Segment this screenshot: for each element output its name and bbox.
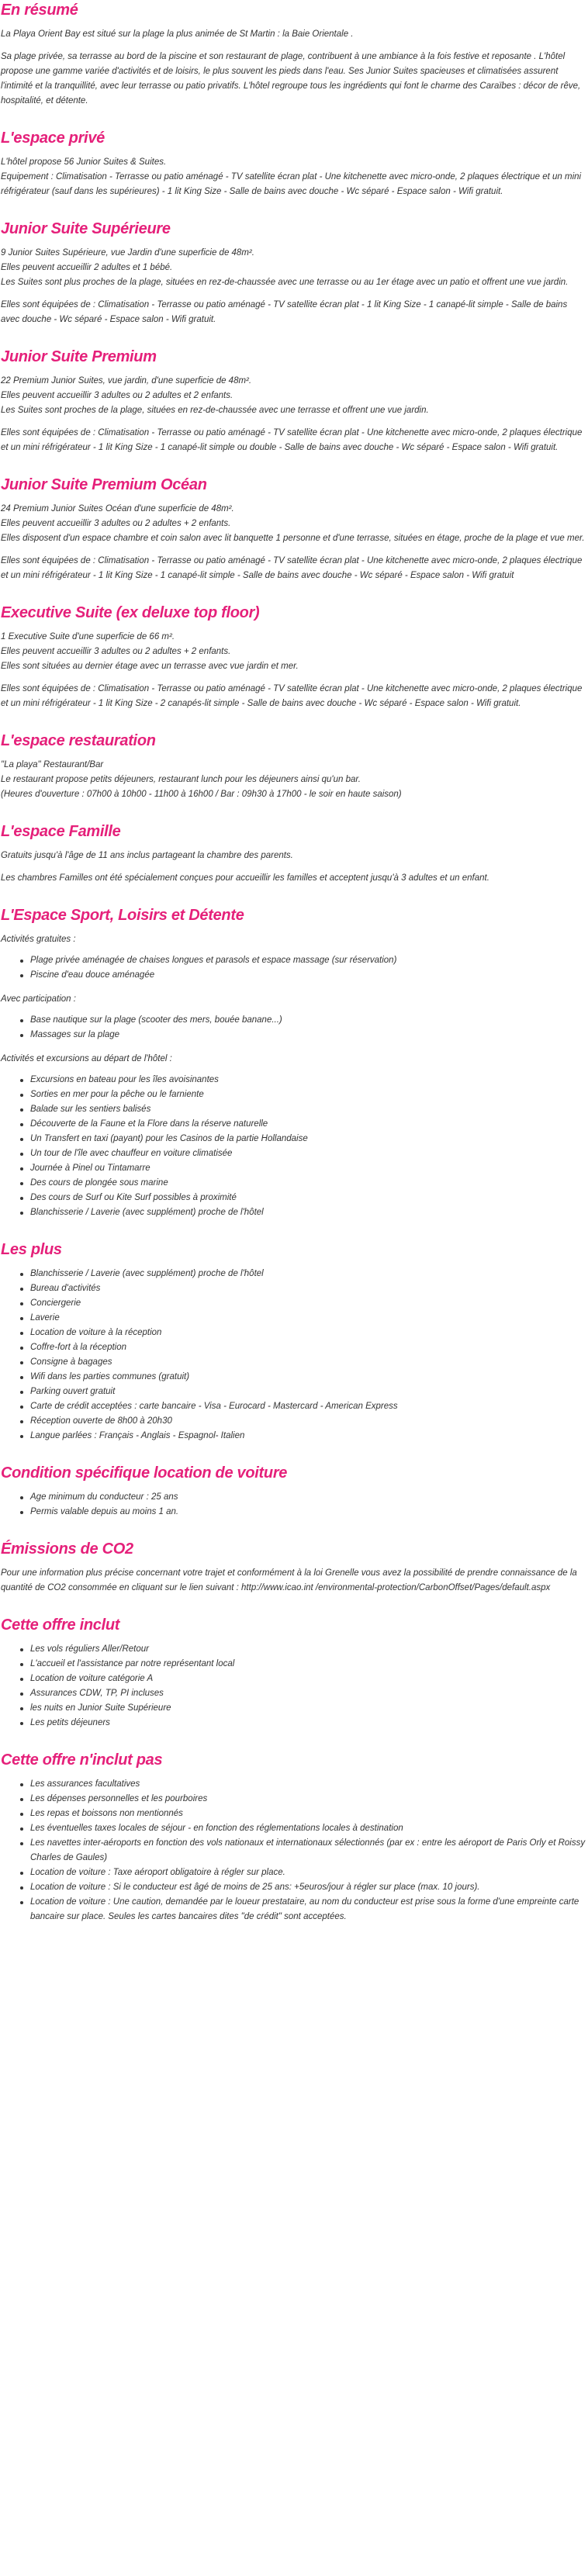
info-lines	[1, 246, 586, 290]
section-condition-specifique-location-de-voiture	[1, 1464, 586, 1520]
info-line: L'hôtel propose 56 Junior Suites & Suites.	[1, 157, 167, 167]
list-item: Conciergerie	[30, 1296, 586, 1311]
list-item: Massages sur la plage	[30, 1028, 586, 1043]
section-executive-suite-ex-deluxe-top-floor	[1, 603, 586, 711]
list-item: Permis valable depuis au moins 1 an.	[30, 1505, 586, 1520]
info-line: Le restaurant propose petits déjeuners, restaurant lunch pour les déjeuners ainsi qu'un bar.	[1, 775, 361, 784]
list-item: Découverte de la Faune et la Flore dans la réserve naturelle	[30, 1117, 586, 1132]
section-heading: L'espace restauration	[1, 732, 156, 749]
paragraph: Pour une information plus précise concernant votre trajet et conformément à la loi Grenelle vous avez la possibilité de prendre connaissance de la quantité de CO2 consommée en cliquant sur le lien suivant : http://www.icao.int /environmental-protection/CarbonOffset/Pages/default.aspx	[1, 1568, 577, 1592]
info-lines	[1, 758, 586, 802]
info-line: Les Suites sont proches de la plage, situées en rez-de-chaussée avec une terrasse et offrent une vue jardin.	[1, 406, 429, 415]
list-item: Un tour de l'île avec chauffeur en voiture climatisée	[30, 1146, 586, 1161]
list-item: Excursions en bateau pour les îles avoisinantes	[30, 1073, 586, 1087]
list-item: Les éventuelles taxes locales de séjour - en fonction des réglementations locales à destination	[30, 1821, 586, 1836]
list-item: Les dépenses personnelles et les pourboires	[30, 1792, 586, 1807]
paragraph: Elles sont équipées de : Climatisation - Terrasse ou patio aménagé - TV satellite écran plat - Une kitchenette avec micro-onde, 2 plaques électrique et un mini réfrigérateur - 1 lit King Size - 1 canapé-lit simple - Salle de bains avec douche - Wc séparé - Espace salon - Wifi gratuit	[1, 556, 583, 580]
paragraph: Gratuits jusqu'à l'âge de 11 ans inclus partageant la chambre des parents.	[1, 851, 293, 860]
list-item: Blanchisserie / Laverie (avec supplément) proche de l'hôtel	[30, 1267, 586, 1281]
list-item: Les assurances facultatives	[30, 1777, 586, 1792]
section-heading: Junior Suite Premium	[1, 348, 157, 365]
list-item: Les navettes inter-aéroports en fonction des vols nationaux et internationaux sélectionnés (par ex : entre les aéroport de Paris Orly et Roissy Charles de Gaules)	[30, 1836, 586, 1865]
bullet-list	[1, 1642, 586, 1731]
info-line: Elles peuvent accueillir 3 adultes ou 2 adultes + 2 enfants.	[1, 647, 231, 656]
section-l-espace-restauration	[1, 731, 586, 802]
list-item: Langue parlées : Français - Anglais - Espagnol- Italien	[30, 1429, 586, 1444]
info-lines	[1, 630, 586, 674]
info-lines	[1, 502, 586, 546]
paragraph: Les chambres Familles ont été spécialement conçues pour accueillir les familles et acceptent jusqu'à 3 adultes et un enfant.	[1, 873, 489, 883]
section-heading: Condition spécifique location de voiture	[1, 1464, 288, 1482]
section-cette-offre-inclut	[1, 1616, 586, 1731]
list-item: Location de voiture catégorie A	[30, 1672, 586, 1686]
list-item: Location de voiture : Taxe aéroport obligatoire à régler sur place.	[30, 1865, 586, 1880]
bullet-list	[1, 953, 586, 983]
section-heading: Executive Suite (ex deluxe top floor)	[1, 604, 260, 621]
list-item: Les repas et boissons non mentionnés	[30, 1807, 586, 1821]
info-lines	[1, 155, 586, 199]
section-heading: Junior Suite Supérieure	[1, 220, 171, 237]
section-junior-suite-premium	[1, 348, 586, 455]
section-heading: L'espace privé	[1, 130, 105, 147]
bullet-list	[1, 1777, 586, 1924]
section-heading: Les plus	[1, 1241, 62, 1258]
list-lead: Activités et excursions au départ de l'hôtel :	[1, 1054, 172, 1063]
list-lead: Activités gratuites :	[1, 935, 76, 944]
info-line: "La playa" Restaurant/Bar	[1, 760, 104, 769]
info-line: (Heures d'ouverture : 07h00 à 10h00 - 11h00 à 16h00 / Bar : 09h30 à 17h00 - le soir en haute saison)	[1, 790, 402, 799]
section-heading: L'espace Famille	[1, 823, 121, 840]
section-junior-suite-premium-ocean	[1, 475, 586, 583]
section-junior-suite-superieure	[1, 220, 586, 327]
list-item: Plage privée aménagée de chaises longues et parasols et espace massage (sur réservation)	[30, 953, 586, 968]
paragraph: Elles sont équipées de : Climatisation - Terrasse ou patio aménagé - TV satellite écran plat - 1 lit King Size - 1 canapé-lit simple - Salle de bains avec douche - Wc séparé - Espace salon - Wifi gratuit.	[1, 300, 568, 324]
list-item: Des cours de plongée sous marine	[30, 1176, 586, 1191]
list-item: Location de voiture à la réception	[30, 1326, 586, 1340]
section-l-espace-prive	[1, 129, 586, 199]
list-item: Age minimum du conducteur : 25 ans	[30, 1490, 586, 1505]
info-line: 22 Premium Junior Suites, vue jardin, d'une superficie de 48m².	[1, 376, 252, 386]
info-line: 1 Executive Suite d'une superficie de 66 m².	[1, 632, 175, 641]
list-item: Un Transfert en taxi (payant) pour les Casinos de la partie Hollandaise	[30, 1132, 586, 1146]
list-item: Journée à Pinel ou Tintamarre	[30, 1161, 586, 1176]
list-item: Wifi dans les parties communes (gratuit)	[30, 1370, 586, 1385]
info-line: Elles sont situées au dernier étage avec un terrasse avec vue jardin et mer.	[1, 662, 299, 671]
bullet-list	[1, 1490, 586, 1520]
paragraph: Elles sont équipées de : Climatisation - Terrasse ou patio aménagé - TV satellite écran plat - Une kitchenette avec micro-onde, 2 plaques électrique et un mini réfrigérateur - 1 lit King Size - 2 canapés-lit simple - Salle de bains avec douche - Wc séparé - Espace salon - Wifi gratuit.	[1, 684, 583, 708]
section-heading: Cette offre n'inclut pas	[1, 1751, 163, 1769]
paragraph: Sa plage privée, sa terrasse au bord de la piscine et son restaurant de plage, contribuent à une ambiance à la fois festive et reposante . L'hôtel propose une gamme variée d'activités et de loisirs, le plus souvent les pieds dans l'eau. Ses Junior Suites spacieuses et climatisées assurent l'intimité et la tranquillité, avec leur terrasse ou patio privatifs. L'hôtel regroupe tous les ingrédients qui font le charme des Caraïbes : décor de rêve, hospitalité, et détente.	[1, 52, 581, 105]
paragraph: Elles sont équipées de : Climatisation - Terrasse ou patio aménagé - TV satellite écran plat - Une kitchenette avec micro-onde, 2 plaques électrique et un mini réfrigérateur - 1 lit King Size - 1 canapé-lit simple ou double - Salle de bains avec douche - Wc séparé - Espace salon - Wifi gratuit.	[1, 428, 583, 452]
section-l-espace-famille	[1, 822, 586, 886]
bullet-list	[1, 1267, 586, 1444]
info-line: 24 Premium Junior Suites Océan d'une superficie de 48m².	[1, 504, 234, 513]
list-item: Sorties en mer pour la pêche ou le farniente	[30, 1087, 586, 1102]
section-heading: Junior Suite Premium Océan	[1, 476, 207, 493]
list-item: Balade sur les sentiers balisés	[30, 1102, 586, 1117]
list-item: L'accueil et l'assistance par notre représentant local	[30, 1657, 586, 1672]
section-heading: L'Espace Sport, Loisirs et Détente	[1, 907, 244, 924]
section-en-resume	[1, 1, 586, 109]
list-item: Bureau d'activités	[30, 1281, 586, 1296]
list-item: Réception ouverte de 8h00 à 20h30	[30, 1414, 586, 1429]
section-heading: En résumé	[1, 2, 78, 19]
info-line: Elles peuvent accueillir 3 adultes ou 2 adultes et 2 enfants.	[1, 391, 233, 400]
list-item: Consigne à bagages	[30, 1355, 586, 1370]
list-item: Coffre-fort à la réception	[30, 1340, 586, 1355]
section-heading: Cette offre inclut	[1, 1616, 120, 1634]
list-item: Laverie	[30, 1311, 586, 1326]
list-item: Carte de crédit acceptées : carte bancaire - Visa - Eurocard - Mastercard - American Express	[30, 1399, 586, 1414]
bullet-list	[1, 1073, 586, 1220]
list-item: Parking ouvert gratuit	[30, 1385, 586, 1399]
info-line: Equipement : Climatisation - Terrasse ou patio aménagé - TV satellite écran plat - Une kitchenette avec micro-onde, 2 plaques électrique et un mini réfrigérateur (sauf dans les supérieures) - 1 lit King Size - Salle de bains avec douche - Wc séparé - Espace salon - Wifi gratuit.	[1, 172, 582, 196]
list-item: Base nautique sur la plage (scooter des mers, bouée banane...)	[30, 1013, 586, 1028]
bullet-list	[1, 1013, 586, 1043]
list-item: Location de voiture : Une caution, demandée par le loueur prestataire, au nom du conducteur est prise sous la forme d'une empreinte carte bancaire sur place. Seules les cartes bancaires dites "de crédit" sont acceptées.	[30, 1895, 586, 1924]
list-item: Assurances CDW, TP, PI incluses	[30, 1686, 586, 1701]
list-item: Des cours de Surf ou Kite Surf possibles à proximité	[30, 1191, 586, 1205]
list-item: Blanchisserie / Laverie (avec supplément) proche de l'hôtel	[30, 1205, 586, 1220]
info-line: Elles peuvent accueillir 2 adultes et 1 bébé.	[1, 263, 173, 272]
section-emissions-de-co2	[1, 1540, 586, 1596]
info-line: 9 Junior Suites Supérieure, vue Jardin d'une superficie de 48m².	[1, 248, 254, 258]
list-item: Location de voiture : Si le conducteur est âgé de moins de 25 ans: +5euros/jour à régler sur place (max. 10 jours).	[30, 1880, 586, 1895]
list-item: Piscine d'eau douce aménagée	[30, 968, 586, 983]
list-item: Les vols réguliers Aller/Retour	[30, 1642, 586, 1657]
section-heading: Émissions de CO2	[1, 1540, 133, 1558]
list-lead: Avec participation :	[1, 994, 76, 1004]
info-line: Elles disposent d'un espace chambre et coin salon avec lit banquette 1 personne et d'une terrasse, situées en étage, proche de la plage et vue mer.	[1, 534, 585, 543]
section-l-espace-sport-loisirs-et-detente	[1, 906, 586, 1220]
info-line: Elles peuvent accueillir 3 adultes ou 2 adultes + 2 enfants.	[1, 519, 231, 528]
list-item: les nuits en Junior Suite Supérieure	[30, 1701, 586, 1716]
paragraph: La Playa Orient Bay est situé sur la plage la plus animée de St Martin : la Baie Orientale .	[1, 29, 354, 39]
list-item: Les petits déjeuners	[30, 1716, 586, 1731]
info-lines	[1, 374, 586, 418]
hotel-description-page	[0, 1, 588, 1976]
section-cette-offre-n-inclut-pas	[1, 1751, 586, 1924]
info-line: Les Suites sont plus proches de la plage, situées en rez-de-chaussée avec une terrasse ou au 1er étage avec un patio et offrent une vue jardin.	[1, 278, 569, 287]
section-les-plus	[1, 1240, 586, 1444]
